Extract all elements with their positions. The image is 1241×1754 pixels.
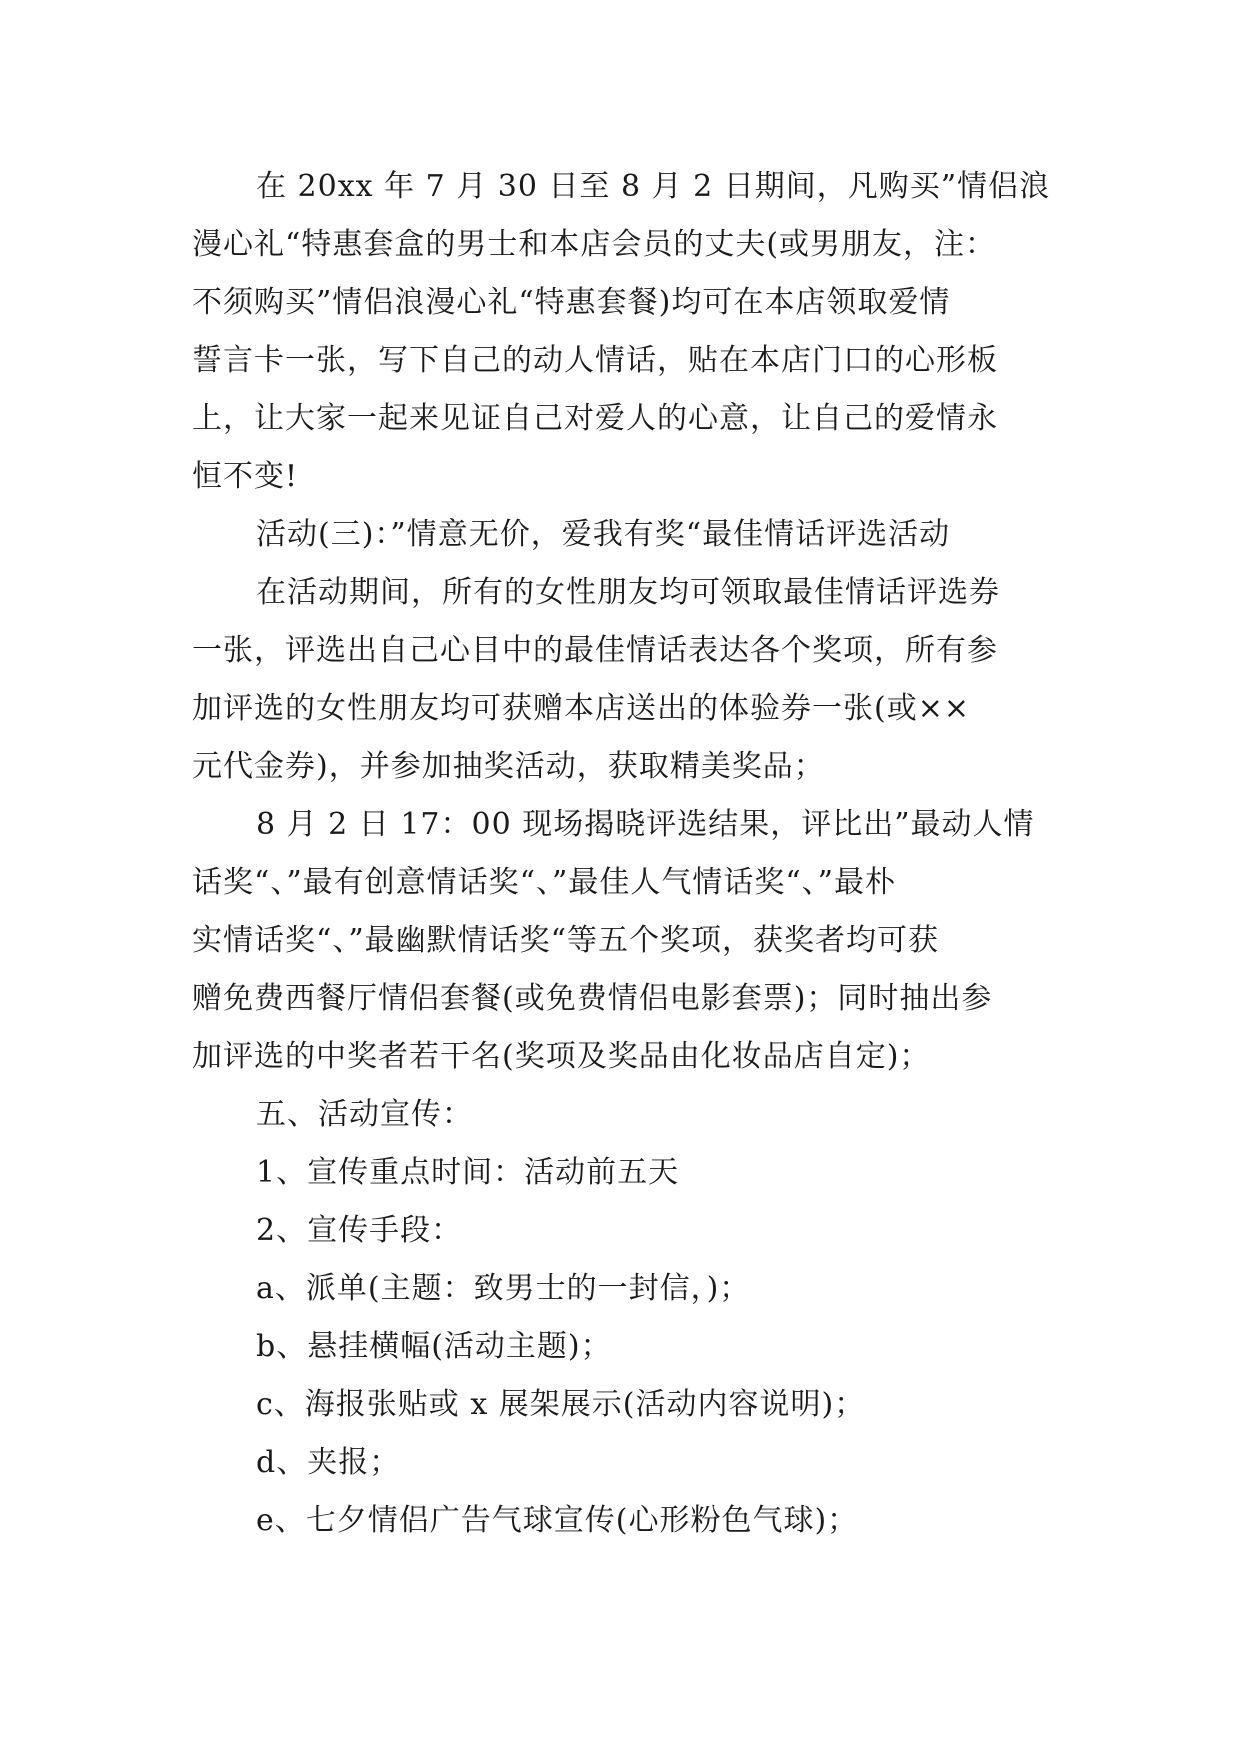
paragraph-activity-period [192,564,1050,796]
text-line: 加评选的女性朋友均可获赠本店送出的体验券一张(或×× [192,691,970,726]
list-item-d [192,1434,1050,1492]
text-line: 漫心礼“特惠套盒的男士和本店会员的丈夫(或男朋友，注： [192,227,997,262]
text-line: 2、宣传手段： [256,1213,463,1248]
text-line: 上，让大家一起来见证自己对爱人的心意，让自己的爱情永 [192,401,998,436]
text-line: 不须购买”情侣浪漫心礼“特惠套餐)均可在本店领取爱情 [192,285,951,320]
list-item-promotion-methods [192,1202,1050,1260]
list-item-c [192,1376,1050,1434]
list-item-e [192,1492,1050,1550]
text-line: 加评选的中奖者若干名(奖项及奖品由化妆品店自定)； [192,1039,931,1074]
text-line: c、海报张贴或 x 展架展示(活动内容说明)； [256,1387,866,1422]
text-line: 1、宣传重点时间：活动前五天 [256,1155,680,1190]
paragraph-intro [192,158,1050,506]
paragraph-results [192,796,1050,1086]
list-item-a [192,1260,1050,1318]
list-item-promotion-time [192,1144,1050,1202]
text-line: 话奖“、”最有创意情话奖“、”最佳人气情话奖“、”最朴 [192,865,897,900]
text-line: 一张，评选出自己心目中的最佳情话表达各个奖项，所有参 [192,633,998,668]
text-line: 元代金券)，并参加抽奖活动，获取精美奖品； [192,749,825,784]
text-line: 赠免费西餐厅情侣套餐(或免费情侣电影套票)；同时抽出参 [192,981,993,1016]
activity-three-heading [192,506,1050,564]
list-item-b [192,1318,1050,1376]
text-line: 在活动期间，所有的女性朋友均可领取最佳情话评选券 [256,575,1000,610]
section-heading-promotion [192,1086,1050,1144]
text-line: b、悬挂横幅(活动主题)； [256,1329,612,1364]
text-line: e、七夕情侣广告气球宣传(心形粉色气球)； [256,1503,859,1538]
text-line: 8 月 2 日 17：00 现场揭晓评选结果，评比出”最动人情 [256,807,1035,842]
document-body [192,158,1050,1550]
text-line: d、夹报； [256,1445,401,1480]
text-line: 活动(三)：”情意无价，爱我有奖“最佳情话评选活动 [256,517,951,552]
text-line: 五、活动宣传： [256,1097,473,1132]
text-line: a、派单(主题：致男士的一封信，)； [256,1271,751,1306]
text-line: 在 20xx 年 7 月 30 日至 8 月 2 日期间，凡购买”情侣浪 [256,169,1051,204]
text-line: 实情话奖“、”最幽默情话奖“等五个奖项，获奖者均可获 [192,923,940,958]
text-line: 誓言卡一张，写下自己的动人情话，贴在本店门口的心形板 [192,343,998,378]
text-line: 恒不变! [192,459,299,494]
